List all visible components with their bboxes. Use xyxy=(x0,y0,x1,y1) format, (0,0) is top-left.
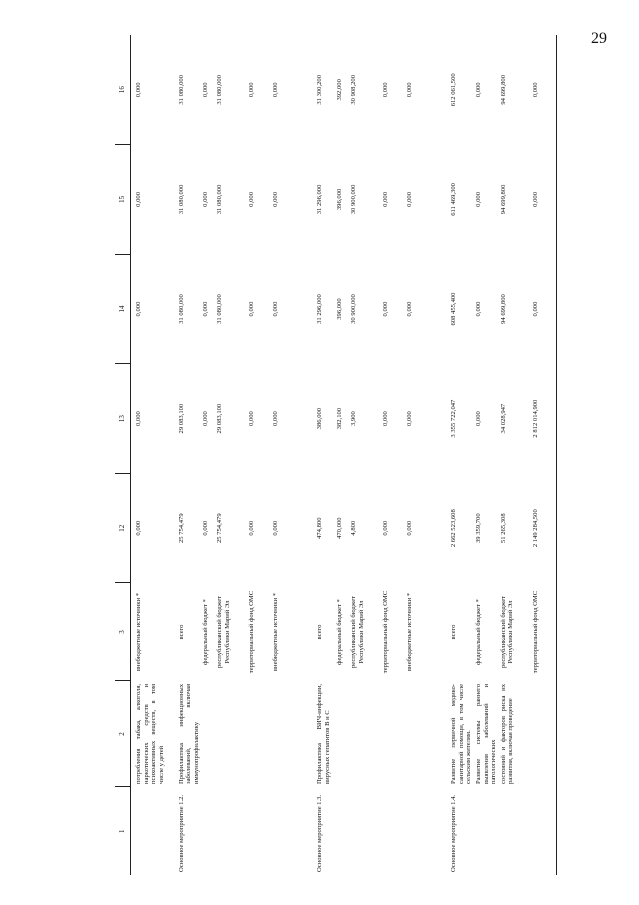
col-header: 14 xyxy=(115,254,131,364)
activity-cell: Основное мероприятие 1.2. xyxy=(177,794,185,872)
value-cell: 0,000 xyxy=(382,411,390,427)
value-cell: 0,000 xyxy=(406,301,414,317)
value-cell: 0,000 xyxy=(248,301,256,317)
table-row xyxy=(474,35,499,875)
source-cell: внебюджетные источники * xyxy=(272,592,280,672)
value-cell: 0,000 xyxy=(202,82,210,98)
activity-cell xyxy=(131,787,177,875)
source-cell: республиканский бюджет Республики Марий Эл xyxy=(350,595,365,669)
value-cell: 0,000 xyxy=(135,301,142,317)
value-cell: 31 080,000 xyxy=(216,294,224,324)
col-header: 13 xyxy=(115,364,131,474)
value-cell: 0,000 xyxy=(531,254,557,364)
value-cell: 31 080,000 xyxy=(177,294,185,324)
source-cell: федеральный бюджет * xyxy=(474,599,482,665)
value-cell: 30 900,000 xyxy=(350,294,358,324)
value-cell: 611 469,300 xyxy=(450,183,458,216)
value-cell: 0,000 xyxy=(406,82,414,98)
value-cell: 0,000 xyxy=(248,192,256,207)
value-cell: 0,000 xyxy=(135,192,142,207)
source-cell: внебюджетные источники * xyxy=(406,592,414,672)
source-cell: всего xyxy=(316,624,324,640)
value-cell: 0,000 xyxy=(135,411,142,427)
value-cell: 0,000 xyxy=(272,192,280,207)
source-cell: всего xyxy=(177,624,185,640)
activity-cell xyxy=(201,787,215,875)
value-cell: 0,000 xyxy=(474,192,482,207)
value-cell: 0,000 xyxy=(202,192,210,207)
value-cell: 0,000 xyxy=(406,520,414,536)
value-cell: 0,000 xyxy=(531,35,557,145)
value-cell: 0,000 xyxy=(202,301,210,317)
value-cell: 39 359,700 xyxy=(474,513,482,544)
description-cell xyxy=(335,681,349,787)
table-row xyxy=(315,35,335,875)
table-row xyxy=(215,35,247,875)
value-cell: 0,000 xyxy=(406,192,414,207)
col-header: 2 xyxy=(115,681,131,787)
description-cell xyxy=(271,681,315,787)
value-cell: 31 080,000 xyxy=(216,74,224,105)
value-cell: 2 149 284,500 xyxy=(531,473,557,583)
value-cell: 0,000 xyxy=(406,411,414,427)
description-cell: Развитие системы раннего выявления заболеваний и патологических xyxy=(474,684,498,784)
activity-cell xyxy=(405,787,449,875)
value-cell: 31 080,000 xyxy=(177,184,185,215)
value-cell: 0,000 xyxy=(248,411,256,427)
value-cell: 0,000 xyxy=(135,520,142,536)
source-cell: территориальный фонд ОМС xyxy=(531,583,557,681)
value-cell: 0,000 xyxy=(272,301,280,317)
value-cell: 0,000 xyxy=(531,145,557,255)
value-cell: 396,000 xyxy=(336,188,344,211)
value-cell: 0,000 xyxy=(382,520,390,536)
budget-table xyxy=(115,35,557,875)
table-row xyxy=(177,35,202,875)
value-cell: 3 355 722,047 xyxy=(450,399,458,438)
source-cell: внебюджетные источники * xyxy=(135,592,142,672)
col-header: 3 xyxy=(115,583,131,681)
value-cell: 31 080,000 xyxy=(216,184,224,215)
value-cell: 2 812 014,900 xyxy=(531,364,557,474)
value-cell: 4,800 xyxy=(350,520,358,536)
description-cell: Развитие первичной медико-санитарной помощи, в том числе сельским жителям. xyxy=(450,684,473,784)
activity-cell xyxy=(271,787,315,875)
description-cell xyxy=(531,681,557,787)
value-cell: 0,000 xyxy=(382,82,390,98)
value-cell: 0,000 xyxy=(474,411,482,427)
value-cell: 0,000 xyxy=(272,82,280,98)
value-cell: 31 296,000 xyxy=(316,184,324,215)
table-row xyxy=(531,35,557,875)
activity-cell xyxy=(531,787,557,875)
table-row xyxy=(271,35,315,875)
value-cell: 608 455,400 xyxy=(450,292,458,326)
activity-cell xyxy=(381,787,405,875)
table-row xyxy=(247,35,271,875)
description-cell: Профилактика инфекционных заболеваний, включая иммунопрофилактику xyxy=(177,684,200,784)
value-cell: 94 699,800 xyxy=(499,184,507,215)
value-cell: 31 080,000 xyxy=(177,74,185,105)
source-cell: федеральный бюджет * xyxy=(336,599,344,665)
value-cell: 51 265,308 xyxy=(499,513,507,544)
activity-cell xyxy=(215,787,247,875)
value-cell: 2 662 523,608 xyxy=(450,509,458,548)
description-cell xyxy=(381,681,405,787)
table-row xyxy=(201,35,215,875)
description-cell xyxy=(405,681,449,787)
description-cell xyxy=(201,681,215,787)
value-cell: 29 083,100 xyxy=(177,403,185,434)
value-cell: 25 754,479 xyxy=(177,513,185,544)
description-cell xyxy=(215,681,247,787)
col-header: 16 xyxy=(115,35,131,145)
value-cell: 3,900 xyxy=(350,411,358,427)
col-header: 1 xyxy=(115,787,131,875)
description-cell xyxy=(247,681,271,787)
value-cell: 31 296,000 xyxy=(316,294,324,324)
col-header: 15 xyxy=(115,145,131,255)
source-cell: республиканский бюджет Республики Марий Эл xyxy=(499,595,515,669)
table-row xyxy=(335,35,349,875)
description-cell xyxy=(349,681,381,787)
activity-cell xyxy=(349,787,381,875)
value-cell: 94 699,800 xyxy=(499,74,507,105)
source-cell: территориальный фонд ОМС xyxy=(382,590,390,674)
value-cell: 0,000 xyxy=(248,82,256,98)
value-cell: 0,000 xyxy=(272,520,280,536)
value-cell: 94 699,800 xyxy=(499,294,507,324)
value-cell: 0,000 xyxy=(382,192,390,207)
value-cell: 31 300,200 xyxy=(316,74,324,105)
activity-cell: Основное мероприятие 1.3. xyxy=(316,794,324,872)
activity-cell xyxy=(499,787,531,875)
value-cell: 470,000 xyxy=(336,517,344,539)
source-cell: федеральный бюджет * xyxy=(202,599,210,665)
value-cell: 30 908,200 xyxy=(350,74,358,105)
value-cell: 386,000 xyxy=(316,407,324,430)
value-cell: 392,000 xyxy=(336,79,344,101)
value-cell: 34 028,947 xyxy=(499,403,507,434)
value-cell: 0,000 xyxy=(202,411,210,427)
value-cell: 0,000 xyxy=(202,520,210,536)
page-number: 29 xyxy=(591,30,607,47)
description-cell: Профилактика ВИЧ-инфекции, вирусных гепатитов В и С xyxy=(316,684,331,784)
table-row xyxy=(499,35,531,875)
table-body xyxy=(131,35,557,875)
description-cell: потребления табака, алкоголя, наркотических средств и психоактивных веществ, в том числе у детей xyxy=(135,684,165,784)
activity-cell xyxy=(335,787,349,875)
activity-cell xyxy=(247,787,271,875)
source-cell: всего xyxy=(450,624,458,640)
source-cell: республиканский бюджет Республики Марий Эл xyxy=(216,595,231,669)
activity-cell: Основное мероприятие 1.4. xyxy=(450,794,458,872)
table-row xyxy=(405,35,449,875)
col-header: 12 xyxy=(115,473,131,583)
value-cell: 25 754,479 xyxy=(216,513,224,544)
value-cell: 0,000 xyxy=(474,301,482,317)
value-cell: 396,000 xyxy=(336,298,344,320)
table-row xyxy=(349,35,381,875)
description-cell: состояний и факторов риска их развития, включая проведение xyxy=(499,684,515,784)
value-cell: 29 083,100 xyxy=(216,403,224,434)
value-cell: 474,800 xyxy=(316,517,324,539)
table-row xyxy=(131,35,177,875)
value-cell: 0,000 xyxy=(135,82,142,98)
value-cell: 0,000 xyxy=(272,411,280,427)
value-cell: 30 900,000 xyxy=(350,184,358,215)
activity-cell xyxy=(474,787,499,875)
table-row xyxy=(449,35,474,875)
table-row xyxy=(381,35,405,875)
value-cell: 0,000 xyxy=(382,301,390,317)
value-cell: 0,000 xyxy=(248,520,256,536)
value-cell: 382,100 xyxy=(336,407,344,430)
header-row xyxy=(115,35,131,875)
source-cell: территориальный фонд ОМС xyxy=(248,590,256,674)
value-cell: 0,000 xyxy=(474,82,482,98)
value-cell: 612 061,500 xyxy=(450,73,458,107)
